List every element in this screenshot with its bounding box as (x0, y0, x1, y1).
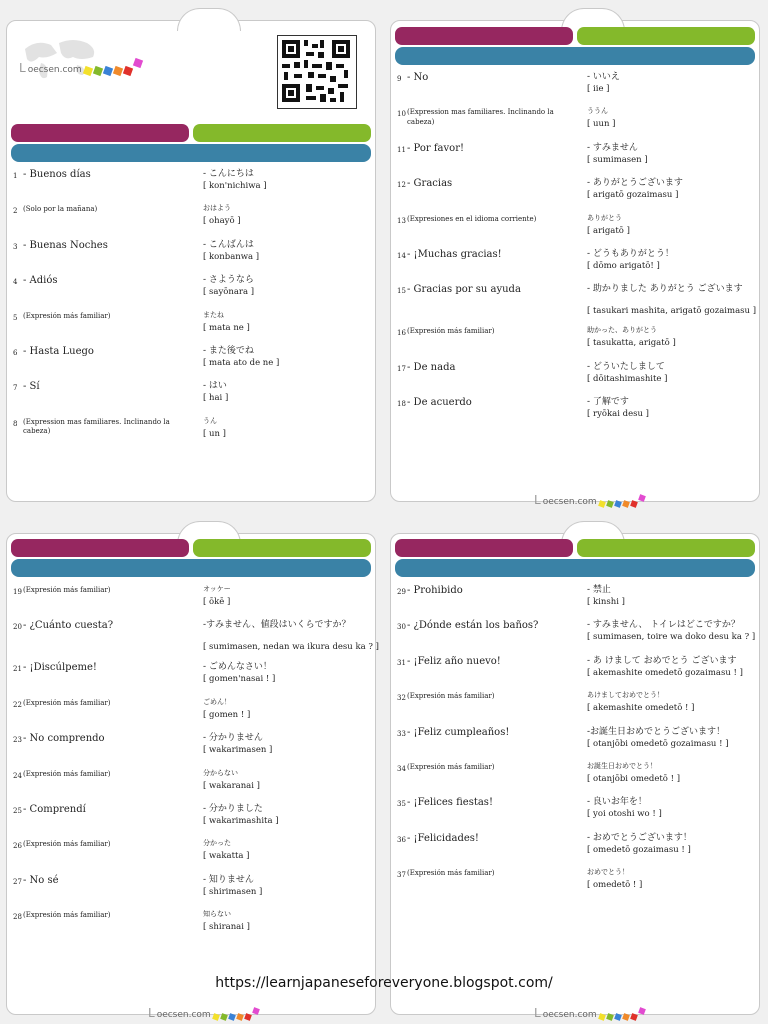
phrase-list (13, 169, 369, 452)
phrase-number: 24 (13, 771, 22, 780)
romaji-reading: [ un ] (203, 428, 226, 439)
phrase-row (397, 691, 753, 726)
phrase-row (397, 397, 753, 432)
phrase-row (13, 381, 369, 416)
spanish-phrase: - ¡Discúlpeme! (23, 662, 97, 674)
phrase-number: 15 (397, 287, 406, 296)
japanese-phrase: おめでとう！ (587, 868, 629, 877)
romaji-reading: [ otanjōbi omedetō gozaimasu ! ] (587, 738, 729, 749)
japanese-phrase: 知らない (203, 910, 231, 919)
phrase-row (13, 204, 369, 239)
logo-square (614, 500, 622, 508)
spanish-phrase: - De nada (407, 361, 456, 373)
logo-square (606, 1013, 614, 1021)
japanese-phrase: - 了解です (587, 397, 629, 408)
romaji-reading: [ kinshi ] (587, 597, 625, 607)
spanish-phrase: - ¡Felices fiestas! (407, 797, 493, 809)
japanese-phrase: - ごめんなさい！ (203, 662, 272, 673)
phrase-number: 3 (13, 242, 18, 251)
phrase-number: 36 (397, 835, 406, 844)
brand-name: oecsen.com (27, 65, 82, 75)
spanish-phrase: (Expresión más familiar) (407, 762, 495, 771)
logo-square (252, 1007, 260, 1015)
phrase-number: 27 (13, 877, 22, 886)
romaji-reading: [ ohayō ] (203, 216, 241, 227)
spanish-phrase: - No comprendo (23, 733, 105, 745)
romaji-reading: [ otanjōbi omedetō ! ] (587, 773, 681, 784)
romaji-reading: [ wakarimasen ] (203, 745, 273, 756)
phrase-row (397, 585, 753, 620)
japanese-phrase: - こんばんは (203, 239, 254, 250)
phrase-number: 20 (13, 623, 22, 632)
phrase-number: 21 (13, 665, 22, 674)
japanese-phrase: オッケー (203, 585, 231, 593)
bar-blue (395, 559, 755, 577)
japanese-phrase: - 助かりました ありがとう ございます (587, 284, 743, 295)
phrase-card-1 (6, 20, 376, 502)
phrase-number: 12 (397, 181, 406, 190)
japanese-phrase: - すみません、 トイレはどこですか？ (587, 620, 740, 631)
japanese-phrase: - ありがとうございます (587, 178, 683, 189)
romaji-reading: [ dōmo arigatō! ] (587, 260, 660, 271)
romaji-reading: [ dōitashimashite ] (587, 373, 668, 384)
japanese-phrase: あけましておめでとう！ (587, 691, 664, 700)
romaji-reading: [ wakaranai ] (203, 780, 260, 791)
japanese-phrase: - すみません (587, 142, 638, 153)
japanese-phrase: ごめん！ (203, 697, 231, 706)
romaji-reading: [ ryōkai desu ] (587, 409, 649, 420)
logo-square (123, 66, 133, 76)
japanese-phrase: - 知りません (203, 874, 254, 885)
phrase-number: 33 (397, 729, 406, 738)
phrase-number: 22 (13, 700, 22, 709)
phrase-number: 19 (13, 588, 22, 596)
phrase-card-2 (390, 20, 760, 507)
romaji-reading: [ omedetō gozaimasu ! ] (587, 844, 691, 855)
bar-green (577, 539, 755, 557)
phrase-row (397, 362, 753, 397)
logo-square (598, 1013, 606, 1021)
brand-name: oecsen.com (542, 1010, 597, 1020)
japanese-phrase: 助かった、ありがとう (587, 326, 657, 335)
spanish-phrase: - No sé (23, 874, 59, 886)
phrase-number: 17 (397, 364, 406, 373)
qr-code-icon (278, 36, 354, 106)
phrase-number: 30 (397, 623, 406, 632)
spanish-phrase: - ¡Felicidades! (407, 832, 479, 844)
phrase-number: 5 (13, 313, 18, 322)
phrase-card-3 (6, 533, 379, 1020)
romaji-reading: [ gomen'nasai ! ] (203, 674, 276, 685)
japanese-phrase: - 禁止 (587, 585, 611, 595)
phrase-row (397, 249, 753, 284)
logo-square (630, 500, 638, 508)
phrase-number: 9 (397, 75, 402, 83)
bar-purple (11, 124, 189, 142)
japanese-phrase: - 良いお年を！ (587, 797, 647, 808)
phrase-number: 35 (397, 800, 406, 809)
bar-blue (11, 559, 371, 577)
japanese-phrase: - どういたしまして (587, 361, 665, 372)
japanese-phrase: - また後でね (203, 345, 254, 356)
bar-blue (11, 144, 371, 162)
logo-square (113, 66, 123, 76)
spanish-phrase: - De acuerdo (407, 397, 472, 409)
spanish-phrase: - No (407, 72, 429, 83)
japanese-phrase: おはよう (203, 204, 231, 213)
phrase-number: 28 (13, 913, 22, 922)
phrase-row (397, 214, 753, 249)
loecsen-logo (534, 1006, 645, 1020)
logo-square (622, 1013, 630, 1021)
romaji-reading: [ gomen ! ] (203, 709, 251, 720)
phrase-row (397, 727, 753, 762)
phrase-number: 34 (397, 764, 406, 773)
spanish-phrase: - Comprendí (23, 803, 86, 815)
romaji-reading: [ mata ato de ne ] (203, 357, 280, 368)
bar-blue (395, 47, 755, 65)
japanese-phrase: 分かった (203, 839, 231, 848)
romaji-reading: [ mata ne ] (203, 322, 250, 333)
phrase-row (397, 868, 753, 903)
japanese-phrase: - さようなら (203, 275, 254, 286)
phrase-list (13, 585, 379, 946)
loecsen-logo (534, 493, 645, 507)
phrase-row (13, 275, 369, 310)
japanese-phrase: 分からない (203, 768, 238, 777)
romaji-reading: [ yoi otoshi wo ! ] (587, 809, 662, 820)
phrase-number: 26 (13, 842, 22, 851)
brand-name: oecsen.com (156, 1010, 211, 1020)
japanese-phrase: ありがとう (587, 213, 622, 222)
phrase-row (13, 169, 369, 204)
phrase-list (397, 585, 756, 904)
logo-square (212, 1013, 220, 1021)
romaji-reading: [ akemashite omedetō gozaimasu ! ] (587, 667, 743, 678)
loecsen-logo (148, 1006, 259, 1020)
logo-square (93, 66, 103, 76)
spanish-phrase: - ¡Feliz cumpleaños! (407, 726, 510, 738)
romaji-reading: [ kon'nichiwa ] (203, 181, 267, 191)
phrase-row (13, 804, 369, 839)
romaji-reading: [ konbanwa ] (203, 251, 260, 262)
logo-square (220, 1013, 228, 1021)
romaji-reading: [ sumimasen ] (587, 154, 648, 165)
japanese-phrase: うん (203, 416, 217, 425)
phrase-row (13, 240, 369, 275)
japanese-phrase: お誕生日おめでとう！ (587, 761, 657, 770)
romaji-reading: [ tasukatta, arigatō ] (587, 338, 676, 349)
spanish-phrase: - Gracias por su ayuda (407, 284, 521, 296)
phrase-list (397, 72, 757, 433)
japanese-phrase: - おめでとうございます！ (587, 832, 692, 843)
romaji-reading: [ ōkē ] (203, 597, 231, 607)
spanish-phrase: (Expresión más familiar) (407, 869, 495, 878)
phrase-row (397, 762, 753, 797)
phrase-row (13, 311, 369, 346)
phrase-number: 8 (13, 419, 18, 428)
phrase-number: 29 (397, 588, 406, 596)
romaji-reading: [ uun ] (587, 119, 616, 130)
bar-green (193, 539, 371, 557)
bar-green (577, 27, 755, 45)
phrase-number: 6 (13, 348, 18, 357)
phrase-number: 1 (13, 172, 18, 180)
phrase-row (397, 326, 753, 361)
japanese-phrase: またね (203, 310, 224, 319)
phrase-row (13, 875, 369, 910)
romaji-reading: [ shirimasen ] (203, 886, 263, 897)
phrase-row (13, 839, 369, 874)
phrase-row (13, 662, 369, 697)
phrase-row (13, 346, 369, 381)
phrase-number: 16 (397, 329, 406, 338)
brand-initial: L (534, 1006, 541, 1020)
phrase-number: 23 (13, 736, 22, 745)
phrase-number: 2 (13, 207, 18, 216)
japanese-phrase: - 分かりました (203, 803, 263, 814)
japanese-phrase: -すみません、値段はいくらですか？ (203, 620, 351, 631)
spanish-phrase: - Por favor! (407, 142, 464, 154)
spanish-phrase: (Expresión más familiar) (23, 840, 111, 849)
spanish-phrase: (Expresión más familiar) (407, 327, 495, 336)
logo-square (606, 500, 614, 508)
logo-square (598, 500, 606, 508)
phrase-number: 13 (397, 216, 406, 225)
logo-square (236, 1013, 244, 1021)
spanish-phrase: - Buenas Noches (23, 239, 108, 251)
bar-green (193, 124, 371, 142)
phrase-row (397, 797, 753, 832)
japanese-phrase: - どうもありがとう！ (587, 248, 674, 259)
phrase-row (13, 585, 369, 620)
bar-purple (395, 539, 573, 557)
romaji-reading: [ arigatō ] (587, 225, 630, 236)
phrase-number: 37 (397, 871, 406, 880)
phrase-row (397, 72, 753, 107)
phrase-row (13, 910, 369, 945)
japanese-phrase: - あ けまして おめでとう ございます (587, 655, 737, 666)
logo-square (103, 66, 113, 76)
phrase-number: 4 (13, 278, 18, 287)
romaji-reading: [ arigatō gozaimasu ] (587, 190, 679, 201)
phrase-row (397, 284, 757, 326)
loecsen-logo (19, 59, 142, 75)
spanish-phrase: - Prohibido (407, 585, 463, 596)
romaji-reading: [ akemashite omedetō ! ] (587, 703, 695, 714)
brand-initial: L (534, 493, 541, 507)
spanish-phrase: - Hasta Luego (23, 345, 94, 357)
phrase-row (397, 107, 753, 142)
romaji-reading: [ iie ] (587, 84, 610, 94)
phrase-row (397, 833, 753, 868)
spanish-phrase: (Expresiones en el idioma corriente) (407, 214, 537, 223)
logo-square (244, 1013, 252, 1021)
romaji-reading: [ wakarimashita ] (203, 815, 279, 826)
spanish-phrase: - Buenos días (23, 169, 91, 180)
spanish-phrase: (Expression mas familiares. Inclinando la cabeza) (23, 417, 170, 436)
phrase-row (397, 656, 753, 691)
phrase-number: 31 (397, 658, 406, 667)
phrase-row (13, 769, 369, 804)
japanese-phrase: - こんにちは (203, 169, 254, 179)
spanish-phrase: (Expresión más familiar) (23, 311, 111, 320)
romaji-reading: [ sumimasen, nedan wa ikura desu ka ? ] (203, 642, 379, 653)
phrase-card-4 (390, 533, 760, 1020)
phrase-number: 18 (397, 400, 406, 409)
spanish-phrase: - ¿Dónde están los baños? (407, 620, 539, 632)
qr-code[interactable] (277, 35, 357, 109)
romaji-reading: [ wakatta ] (203, 851, 250, 862)
spanish-phrase: - ¡Muchas gracias! (407, 248, 502, 260)
spanish-phrase: (Solo por la mañana) (23, 205, 98, 214)
spanish-phrase: (Expresión más familiar) (23, 698, 111, 707)
logo-square (133, 58, 143, 68)
spanish-phrase: - ¿Cuánto cuesta? (23, 620, 114, 632)
spanish-phrase: (Expresión más familiar) (23, 911, 111, 920)
japanese-phrase: -お誕生日おめでとうございます！ (587, 726, 726, 737)
spanish-phrase: - Sí (23, 381, 40, 393)
phrase-row (13, 620, 379, 662)
logo-square (228, 1013, 236, 1021)
spanish-phrase: - Adiós (23, 275, 58, 287)
japanese-phrase: ううん (587, 107, 608, 116)
logo-square (630, 1013, 638, 1021)
phrase-number: 11 (397, 145, 406, 154)
phrase-row (397, 178, 753, 213)
card-tab (177, 8, 241, 31)
romaji-reading: [ hai ] (203, 393, 229, 404)
footer-url-link[interactable]: https://learnjapaneseforeveryone.blogspot.com/ (215, 975, 553, 991)
brand-initial: L (148, 1006, 155, 1020)
logo-square (622, 500, 630, 508)
phrase-number: 10 (397, 110, 406, 119)
romaji-reading: [ tasukari mashita, arigatō gozaimasu ] (587, 306, 757, 317)
japanese-phrase: - はい (203, 381, 227, 392)
phrase-row (13, 698, 369, 733)
brand-initial: L (19, 61, 26, 75)
logo-square (638, 494, 646, 502)
japanese-phrase: - 分かりません (203, 733, 263, 744)
romaji-reading: [ sumimasen, toire wa doko desu ka ? ] (587, 632, 756, 643)
spanish-phrase: (Expresión más familiar) (407, 692, 495, 701)
spanish-phrase: (Expresión más familiar) (23, 586, 111, 594)
phrase-row (397, 143, 753, 178)
brand-name: oecsen.com (542, 497, 597, 507)
spanish-phrase: - Gracias (407, 178, 453, 190)
romaji-reading: [ sayōnara ] (203, 287, 255, 298)
phrase-row (13, 417, 369, 452)
logo-square (614, 1013, 622, 1021)
japanese-phrase: - いいえ (587, 72, 620, 82)
phrase-number: 32 (397, 694, 406, 703)
phrase-number: 14 (397, 251, 406, 260)
romaji-reading: [ omedetō ! ] (587, 880, 643, 891)
phrase-row (397, 620, 756, 655)
bar-purple (11, 539, 189, 557)
spanish-phrase: (Expression mas familiares. Inclinando la cabeza) (407, 108, 554, 126)
bar-purple (395, 27, 573, 45)
spanish-phrase: - ¡Feliz año nuevo! (407, 655, 501, 667)
phrase-row (13, 733, 369, 768)
logo-square (83, 66, 93, 76)
phrase-number: 7 (13, 384, 18, 393)
spanish-phrase: (Expresión más familiar) (23, 769, 111, 778)
romaji-reading: [ shiranai ] (203, 922, 250, 933)
logo-square (638, 1007, 646, 1015)
phrase-number: 25 (13, 806, 22, 815)
